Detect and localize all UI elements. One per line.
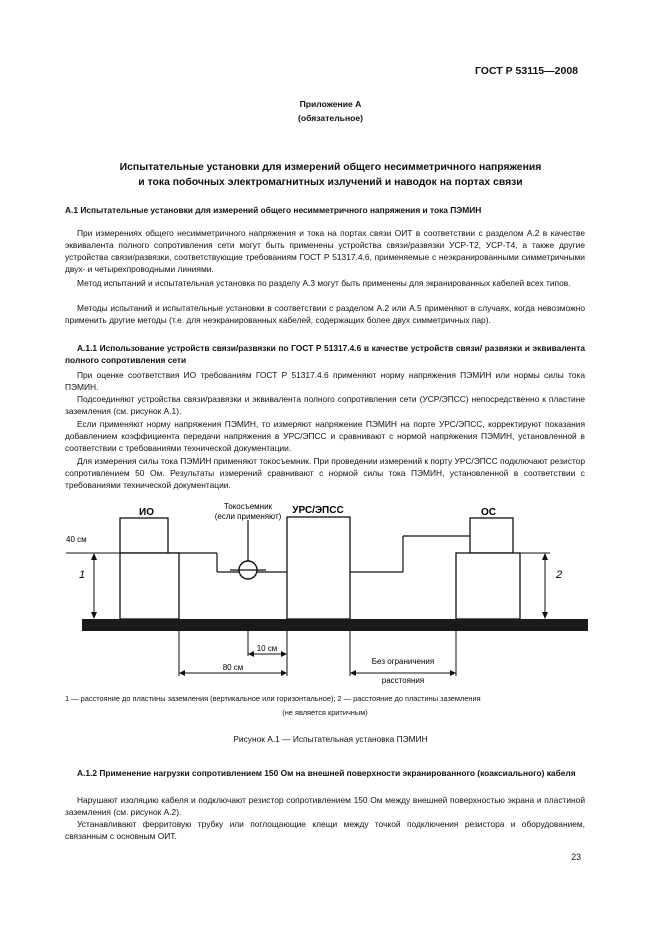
- fig-label-io: ИО: [139, 507, 154, 518]
- dim-80-arrow-left: [179, 670, 185, 676]
- fig-label-probe-1: Токосъемник: [223, 502, 273, 511]
- fig-label-probe-2: (если применяют): [214, 512, 282, 521]
- fig-label-unlim-2: расстояния: [381, 676, 425, 685]
- a11-paragraph-3: Если применяют норму напряжения ПЭМИН, то измеряют напряжение ПЭМИН на порте УРС/ЭПСС, корректируют показания добавлением коэффициента передачи напряжения в УРС/ЭПСС и сравнивают с нормой напряжения ПЭМИН, установленной в соответствии с требованиями технической документации.: [65, 419, 585, 453]
- height-2-arrow-bottom: [542, 612, 548, 619]
- os-table: [456, 553, 520, 619]
- fig-label-unlim-1: Без ограничения: [371, 657, 435, 666]
- figure-legend-line-1: 1 — расстояние до пластины заземления (вертикальное или горизонтальное); 2 — расстояние до пластины заземления: [65, 694, 481, 703]
- main-heading-line-1: Испытательные установки для измерений общего несимметричного напряжения: [119, 162, 542, 173]
- section-a1-heading: А.1 Испытательные установки для измерений общего несимметричного напряжения и тока ПЭМИН: [65, 205, 482, 215]
- fig-label-10: 10 см: [256, 644, 278, 653]
- fig-label-80: 80 см: [222, 663, 244, 672]
- height-1-arrow-bottom: [91, 612, 97, 619]
- ground-plane: [82, 619, 588, 631]
- main-heading-line-2: и тока побочных электромагнитных излучений и наводок на портах связи: [138, 177, 523, 188]
- a12-paragraph-2: Устанавливают ферритовую трубку или поглощающие клещи между точкой подключения резистора и оборудованием, связанным с основным ОИТ.: [65, 819, 585, 841]
- dim-unlim-arrow-right: [450, 670, 456, 676]
- fig-label-os: ОС: [481, 507, 496, 518]
- a11-paragraph-1: При оценке соответствия ИО требованиям ГОСТ Р 51317.4.6 применяют норму напряжения ПЭМИН или нормы силы тока ПЭМИН.: [65, 370, 585, 392]
- dim-80-arrow-right: [281, 670, 287, 676]
- a1-paragraph-2: Метод испытаний и испытательная установка по разделу А.3 могут быть применены для экранированных кабелей всех типов.: [77, 278, 571, 288]
- a11-paragraph-4: Для измерения силы тока ПЭМИН применяют токосъемник. При проведении измерений к порту УРС/ЭПСС подключают резистор сопротивлением 50 Ом. Результаты измерений сравнивают с нормой силы тока ПЭМИН, установленной в соответствии с требованиями технической документации.: [65, 456, 585, 490]
- section-a12-heading: А.1.2 Применение нагрузки сопротивлением 150 Ом на внешней поверхности экранированного (коаксиального) кабеля: [77, 768, 576, 778]
- os-box: [470, 518, 513, 553]
- page-number: 23: [571, 852, 581, 862]
- a1-paragraph-3: Методы испытаний и испытательные установки в соответствии с разделом А.2 или А.5 применяют в случаях, когда невозможно применить другие методы (т.е. для неэкранированных кабелей, содержащих более двух симметричных пар).: [65, 303, 585, 325]
- height-1-arrow-top: [91, 553, 97, 560]
- dim-10-arrow-left: [248, 651, 254, 657]
- dim-10-arrow-right: [281, 651, 287, 657]
- annex-type: (обязательное): [297, 113, 364, 123]
- a12-paragraph-1: Нарушают изоляцию кабеля и подключают резистор сопротивлением 150 Ом между внешней поверхностью экрана и пластиной заземления (см. рисунок А.2).: [65, 795, 585, 817]
- annex-title: Приложение А: [299, 99, 362, 109]
- urs-box: [287, 517, 350, 619]
- io-box: [120, 518, 168, 553]
- a1-paragraph-1: При измерениях общего несимметричного напряжения и тока на портах связи ОИТ в соответствии с разделом А.2 в качестве эквивалента полного сопротивления сети могут быть применены устройства связи/развязки УСР-Т2, УСР-Т4, а также другие устройства связи/развязки, соответствующие требованиям ГОСТ Р 51317.4.6, применяемые с неэкранированными симметричными двух- и четырехпроводными линиями.: [65, 228, 585, 274]
- dim-unlim-arrow-left: [350, 670, 356, 676]
- figure-legend-line-2: (не является критичным): [282, 708, 368, 717]
- fig-label-2: 2: [556, 569, 563, 581]
- figure-caption: Рисунок А.1 — Испытательная установка ПЭМИН: [233, 734, 428, 744]
- io-table: [120, 553, 179, 619]
- a11-paragraph-2: Подсоединяют устройства связи/развязки и эквивалента полного сопротивления сети (УСР/ЭПСС) непосредственно к пластине заземления (см. рисунок А.1).: [65, 394, 585, 416]
- fig-label-40: 40 см: [66, 535, 87, 544]
- section-a11-heading: А.1.1 Использование устройств связи/развязки по ГОСТ Р 51317.4.6 в качестве устройств связи/ развязки и эквивалента полного сопротивления сети: [65, 343, 585, 365]
- fig-label-urs: УРС/ЭПСС: [292, 505, 344, 516]
- standard-code: ГОСТ Р 53115—2008: [474, 65, 578, 77]
- height-2-arrow-top: [542, 553, 548, 560]
- fig-label-1: 1: [79, 569, 86, 581]
